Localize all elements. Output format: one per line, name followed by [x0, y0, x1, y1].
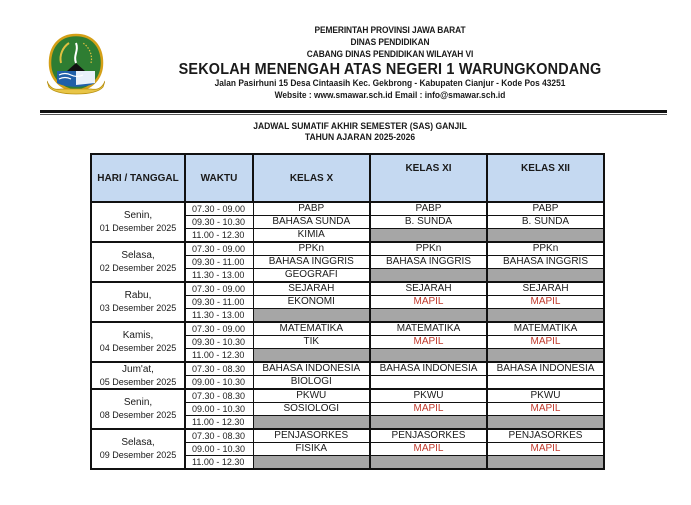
subject-cell-kelas-xi: BAHASA INGGRIS [370, 256, 487, 269]
day-date-cell [91, 362, 185, 389]
exam-date: 08 Desember 2025 [99, 410, 177, 420]
subject-cell-kelas-xii: BAHASA INGGRIS [487, 256, 604, 269]
subject-cell-kelas-xii: SEJARAH [487, 282, 604, 296]
table-row [91, 202, 604, 216]
subject-cell-kelas-xii: PABP [487, 202, 604, 216]
letterhead [0, 0, 691, 112]
schedule-title: JADWAL SUMATIF AKHIR SEMESTER (SAS) GANJIL [253, 121, 467, 132]
subject-cell-kelas-xi: PPKn [370, 242, 487, 256]
jawa-barat-emblem-icon [47, 33, 105, 95]
header-time: WAKTU [185, 154, 253, 202]
exam-date: 09 Desember 2025 [99, 450, 177, 460]
letterhead-text [150, 25, 630, 102]
subject-cell-kelas-xii [487, 376, 604, 390]
header-class-xi: KELAS XI [370, 154, 487, 202]
header-class-x: KELAS X [253, 154, 370, 202]
academic-year: TAHUN AJARAN 2025-2026 [304, 132, 416, 143]
subject-cell-kelas-x [253, 309, 370, 323]
day-name: Jum'at, [122, 363, 154, 375]
time-slot: 09.00 - 10.30 [185, 403, 253, 416]
letterhead-divider-thick [40, 110, 667, 113]
subject-cell-kelas-xii: PKWU [487, 389, 604, 403]
subject-cell-kelas-x: BAHASA INGGRIS [253, 256, 370, 269]
subject-cell-kelas-xi [370, 416, 487, 430]
subject-cell-kelas-xi: MAPIL [370, 336, 487, 349]
time-slot: 09.30 - 11.00 [185, 256, 253, 269]
table-header-row [91, 154, 604, 202]
subject-cell-kelas-xii [487, 349, 604, 363]
day-date-cell [91, 322, 185, 362]
day-date-cell [91, 282, 185, 322]
time-slot: 09.30 - 10.30 [185, 336, 253, 349]
subject-cell-kelas-x: EKONOMI [253, 296, 370, 309]
exam-schedule-table [90, 153, 605, 470]
subject-cell-kelas-x [253, 416, 370, 430]
subject-cell-kelas-xi: SEJARAH [370, 282, 487, 296]
subject-cell-kelas-xi [370, 349, 487, 363]
subject-cell-kelas-x: PKWU [253, 389, 370, 403]
exam-date: 04 Desember 2025 [99, 343, 177, 353]
subject-cell-kelas-xi: MATEMATIKA [370, 322, 487, 336]
subject-cell-kelas-x: BAHASA SUNDA [253, 216, 370, 229]
subject-cell-kelas-x: FISIKA [253, 443, 370, 456]
school-name: SEKOLAH MENENGAH ATAS NEGERI 1 WARUNGKONDANG [178, 61, 602, 78]
schedule-body [91, 202, 604, 469]
table-row [91, 242, 604, 256]
subject-cell-kelas-xii: MAPIL [487, 443, 604, 456]
subject-cell-kelas-x: KIMIA [253, 229, 370, 243]
subject-cell-kelas-x: PABP [253, 202, 370, 216]
subject-cell-kelas-xii [487, 309, 604, 323]
subject-cell-kelas-xi: BAHASA INDONESIA [370, 362, 487, 376]
agency-line: DINAS PENDIDIKAN [350, 37, 430, 48]
subject-cell-kelas-x: BAHASA INDONESIA [253, 362, 370, 376]
time-slot: 07.30 - 08.30 [185, 389, 253, 403]
header-day-date: HARI / TANGGAL [91, 154, 185, 202]
day-name: Selasa, [121, 437, 155, 448]
header-class-xii: KELAS XII [487, 154, 604, 202]
government-line: PEMERINTAH PROVINSI JAWA BARAT [314, 25, 466, 36]
subject-cell-kelas-x: SOSIOLOGI [253, 403, 370, 416]
day-name: Selasa, [121, 250, 155, 261]
branch-line: CABANG DINAS PENDIDIKAN WILAYAH VI [306, 49, 474, 60]
subject-cell-kelas-xii: MATEMATIKA [487, 322, 604, 336]
time-slot: 07.30 - 09.00 [185, 242, 253, 256]
table-row [91, 362, 604, 376]
time-slot: 11.30 - 13.00 [185, 309, 253, 323]
subject-cell-kelas-x: BIOLOGI [253, 376, 370, 390]
subject-cell-kelas-xi: B. SUNDA [370, 216, 487, 229]
subject-cell-kelas-xi [370, 269, 487, 283]
exam-date: 02 Desember 2025 [99, 263, 177, 273]
subject-cell-kelas-xi: MAPIL [370, 403, 487, 416]
day-name: Kamis, [122, 330, 154, 341]
time-slot: 07.30 - 09.00 [185, 322, 253, 336]
time-slot: 11.30 - 13.00 [185, 269, 253, 283]
subject-cell-kelas-xi: PENJASORKES [370, 429, 487, 443]
time-slot: 11.00 - 12.30 [185, 456, 253, 470]
table-row [91, 282, 604, 296]
subject-cell-kelas-x [253, 349, 370, 363]
day-name: Rabu, [124, 290, 152, 301]
day-date-cell [91, 429, 185, 469]
subject-cell-kelas-xi: MAPIL [370, 296, 487, 309]
subject-cell-kelas-xii: MAPIL [487, 403, 604, 416]
subject-cell-kelas-xi [370, 456, 487, 470]
subject-cell-kelas-xi: PABP [370, 202, 487, 216]
subject-cell-kelas-xii [487, 269, 604, 283]
time-slot: 07.30 - 08.30 [185, 429, 253, 443]
exam-date: 01 Desember 2025 [99, 223, 177, 233]
time-slot: 07.30 - 09.00 [185, 282, 253, 296]
table-row [91, 389, 604, 403]
subject-cell-kelas-xi: PKWU [370, 389, 487, 403]
subject-cell-kelas-x: GEOGRAFI [253, 269, 370, 283]
time-slot: 07.30 - 09.00 [185, 202, 253, 216]
table-row [91, 322, 604, 336]
day-date-cell [91, 242, 185, 282]
subject-cell-kelas-xi [370, 376, 487, 390]
subject-cell-kelas-xii: MAPIL [487, 296, 604, 309]
time-slot: 09.00 - 10.30 [185, 443, 253, 456]
subject-cell-kelas-xi [370, 229, 487, 243]
subject-cell-kelas-xi [370, 309, 487, 323]
time-slot: 11.00 - 12.30 [185, 349, 253, 363]
subject-cell-kelas-x: SEJARAH [253, 282, 370, 296]
time-slot: 09.30 - 11.00 [185, 296, 253, 309]
time-slot: 09.00 - 10.30 [185, 376, 253, 390]
day-date-cell [91, 389, 185, 429]
time-slot: 11.00 - 12.30 [185, 229, 253, 243]
document-title [171, 121, 549, 143]
subject-cell-kelas-xii [487, 229, 604, 243]
exam-date: 03 Desember 2025 [99, 303, 177, 313]
time-slot: 09.30 - 10.30 [185, 216, 253, 229]
subject-cell-kelas-xii: BAHASA INDONESIA [487, 362, 604, 376]
school-contact: Website : www.smawar.sch.id Email : info@smawar.sch.id [274, 90, 506, 101]
day-name: Senin, [123, 210, 153, 221]
subject-cell-kelas-x: MATEMATIKA [253, 322, 370, 336]
day-date-cell [91, 202, 185, 242]
subject-cell-kelas-xii: PPKn [487, 242, 604, 256]
time-slot: 07.30 - 08.30 [185, 362, 253, 376]
time-slot: 11.00 - 12.30 [185, 416, 253, 430]
subject-cell-kelas-x: TIK [253, 336, 370, 349]
school-address: Jalan Pasirhuni 15 Desa Cintaasih Kec. Gekbrong - Kabupaten Cianjur - Kode Pos 43251 [214, 78, 566, 89]
subject-cell-kelas-xii [487, 416, 604, 430]
day-name: Senin, [123, 397, 153, 408]
table-row [91, 429, 604, 443]
subject-cell-kelas-xii: PENJASORKES [487, 429, 604, 443]
subject-cell-kelas-xi: MAPIL [370, 443, 487, 456]
subject-cell-kelas-xii [487, 456, 604, 470]
subject-cell-kelas-x: PENJASORKES [253, 429, 370, 443]
subject-cell-kelas-x [253, 456, 370, 470]
letterhead-divider-thin [40, 114, 667, 115]
subject-cell-kelas-x: PPKn [253, 242, 370, 256]
subject-cell-kelas-xii: B. SUNDA [487, 216, 604, 229]
subject-cell-kelas-xii: MAPIL [487, 336, 604, 349]
exam-date: 05 Desember 2025 [99, 376, 177, 387]
